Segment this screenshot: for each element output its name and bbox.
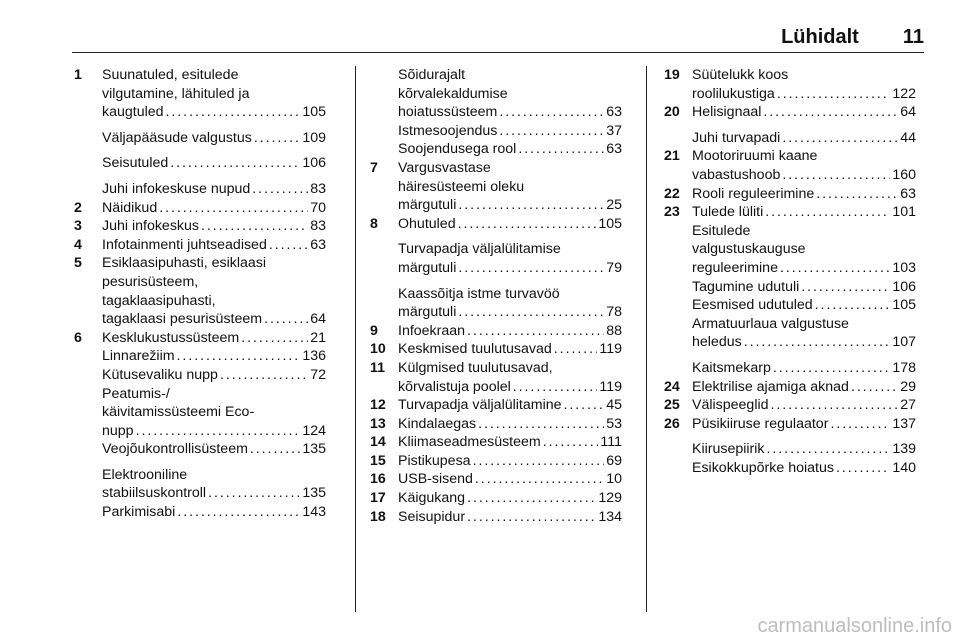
entry-text: Külgmised tuulutusavad, <box>398 359 553 376</box>
dot-leader <box>170 154 300 173</box>
entry-number <box>74 440 102 459</box>
index-entry <box>74 503 326 522</box>
index-entry <box>74 440 326 459</box>
entry-text: heledus <box>692 334 742 351</box>
entry-number: 21 <box>664 148 680 165</box>
index-entry <box>370 285 622 322</box>
entry-number <box>74 180 102 199</box>
entry-text: Väljapääsude valgustus <box>102 129 252 146</box>
entry-page-link[interactable]: 111 <box>600 434 622 451</box>
entry-text: Kindalaegas <box>398 415 477 432</box>
entry-page-link[interactable]: 83 <box>310 218 326 235</box>
entry-number: 14 <box>370 434 386 451</box>
entry-number <box>370 122 398 141</box>
entry-number <box>664 440 692 459</box>
entry-page-link[interactable]: 106 <box>302 155 326 172</box>
entry-text: Rooli reguleerimine <box>692 185 815 202</box>
entry-number <box>74 366 102 385</box>
dot-leader <box>513 378 598 397</box>
dot-leader <box>499 122 604 141</box>
entry-text: kaugtuled <box>102 104 164 121</box>
entry-page-link[interactable]: 69 <box>606 452 622 469</box>
entry-text: tagaklaasi pesurisüsteem <box>102 311 263 328</box>
dot-leader <box>816 185 898 204</box>
entry-number: 11 <box>370 359 385 376</box>
entry-text: Kütusevaliku nupp <box>102 366 218 383</box>
entry-page-link[interactable]: 140 <box>892 459 916 476</box>
entry-text: vilgutamine, lähituled ja <box>102 85 250 102</box>
dot-leader <box>254 129 300 148</box>
dot-leader <box>782 129 898 148</box>
entry-text: nupp <box>102 422 134 439</box>
index-entry <box>370 489 622 508</box>
entry-page-link[interactable]: 101 <box>892 204 916 221</box>
index-entry <box>664 278 916 297</box>
index-entry <box>370 340 622 359</box>
entry-text: Välispeeglid <box>692 397 769 414</box>
dot-leader <box>269 236 308 255</box>
entry-text: Sõidurajalt <box>398 67 466 83</box>
entry-number: 2 <box>74 199 82 216</box>
entry-text: Seisupidur <box>398 508 466 525</box>
entry-page-link[interactable]: 105 <box>892 297 916 314</box>
entry-text: Armatuurlaua valgustuse <box>692 315 849 332</box>
entry-text: Käigukang <box>398 490 466 507</box>
entry-page-link[interactable]: 63 <box>606 104 622 121</box>
entry-number: 24 <box>664 378 680 395</box>
index-entry <box>370 240 622 277</box>
entry-number: 23 <box>664 204 680 221</box>
entry-number <box>74 347 102 366</box>
dot-leader <box>478 415 604 434</box>
index-entry <box>664 185 916 204</box>
index-entry <box>370 433 622 452</box>
entry-page-link[interactable]: 45 <box>606 397 622 414</box>
index-entry <box>664 147 916 184</box>
index-entry <box>74 180 326 199</box>
dot-leader <box>264 310 308 329</box>
index-entry <box>74 254 326 328</box>
entry-text: käivitamissüsteemi Eco- <box>102 404 255 421</box>
dot-leader <box>777 85 891 104</box>
dot-leader <box>159 199 308 218</box>
dot-leader <box>780 259 890 278</box>
entry-text: häiresüsteemi oleku <box>398 178 525 195</box>
entry-number: 8 <box>370 215 378 232</box>
entry-text: stabiilsuskontroll <box>102 485 207 502</box>
entry-number: 1 <box>74 67 82 83</box>
entry-page-link[interactable]: 143 <box>302 504 326 521</box>
dot-leader <box>830 415 890 434</box>
index-entry <box>664 315 916 352</box>
page-header <box>781 26 924 52</box>
dot-leader <box>250 440 300 459</box>
entry-number <box>664 129 692 148</box>
index-entry <box>74 199 326 218</box>
entry-text: Eesmised udutuled <box>692 297 813 314</box>
entry-number: 7 <box>370 159 378 176</box>
entry-page-link[interactable]: 72 <box>310 366 326 383</box>
entry-page-link[interactable]: 37 <box>606 122 622 139</box>
entry-number <box>370 240 398 277</box>
index-entry <box>370 396 622 415</box>
dot-leader <box>499 103 604 122</box>
dot-leader <box>458 196 604 215</box>
entry-page-link[interactable]: 83 <box>310 180 326 197</box>
entry-text: roolilukustiga <box>692 85 775 102</box>
entry-number: 22 <box>664 185 680 202</box>
column-divider-1 <box>355 66 356 612</box>
dot-leader <box>765 203 890 222</box>
header-rule <box>72 52 924 53</box>
index-entry <box>664 378 916 397</box>
index-column-1 <box>74 66 326 522</box>
chapter-title: Lühidalt <box>781 26 859 48</box>
entry-text: Kiirusepiirik <box>692 441 765 458</box>
entry-text: Peatumis-/ <box>102 385 170 402</box>
entry-number: 4 <box>74 236 82 253</box>
dot-leader <box>241 329 308 348</box>
entry-text: Infoekraan <box>398 322 466 339</box>
dot-leader <box>473 452 605 471</box>
index-entry <box>370 470 622 489</box>
index-entry <box>74 385 326 441</box>
entry-page-link[interactable]: 106 <box>892 278 916 295</box>
entry-number: 26 <box>664 415 680 432</box>
index-entry <box>370 415 622 434</box>
entry-number <box>74 466 102 503</box>
dot-leader <box>201 217 308 236</box>
index-entry <box>664 415 916 434</box>
entry-text: Juhi infokeskuse nupud <box>102 180 251 197</box>
entry-text: Esiklaasipuhasti, esiklaasi <box>102 255 267 272</box>
index-entry <box>74 154 326 173</box>
index-entry <box>664 459 916 478</box>
entry-number: 3 <box>74 218 82 235</box>
dot-leader <box>458 215 597 234</box>
entry-page-link[interactable]: 63 <box>900 185 916 202</box>
dot-leader <box>458 303 604 322</box>
entry-page-link[interactable]: 88 <box>606 322 622 339</box>
entry-text: Kliimaseadmesüsteem <box>398 434 541 451</box>
entry-text: Näidikud <box>102 199 158 216</box>
entry-number <box>664 359 692 378</box>
dot-leader <box>220 366 308 385</box>
entry-text: Mootoriruumi kaane <box>692 148 818 165</box>
entry-text: Parkimisabi <box>102 504 176 521</box>
dot-leader <box>208 484 300 503</box>
dot-leader <box>475 470 604 489</box>
entry-text: USB-sisend <box>398 471 473 488</box>
entry-number <box>664 222 692 278</box>
entry-page-link[interactable]: 135 <box>302 485 326 502</box>
index-entry <box>74 329 326 348</box>
entry-text: Püsikiiruse regulaator <box>692 415 829 432</box>
entry-text: Juhi infokeskus <box>102 218 199 235</box>
entry-page-link[interactable]: 122 <box>892 85 916 102</box>
dot-leader <box>851 378 898 397</box>
index-entry <box>74 366 326 385</box>
entry-page-link[interactable]: 105 <box>598 215 622 232</box>
entry-number <box>370 140 398 159</box>
entry-text: reguleerimine <box>692 259 778 276</box>
index-entry <box>370 215 622 234</box>
index-entry <box>664 222 916 278</box>
entry-number <box>664 296 692 315</box>
entry-text: Pistikupesa <box>398 452 471 469</box>
index-entry <box>664 66 916 103</box>
index-entry <box>664 359 916 378</box>
dot-leader <box>467 508 596 527</box>
dot-leader <box>771 396 899 415</box>
entry-text: Veojõukontrollisüsteem <box>102 441 248 458</box>
entry-number <box>74 154 102 173</box>
dot-leader <box>815 296 891 315</box>
dot-leader <box>554 340 598 359</box>
entry-number: 10 <box>370 341 386 358</box>
dot-leader <box>166 103 301 122</box>
entry-number <box>664 278 692 297</box>
dot-leader <box>836 459 890 478</box>
entry-text: vabastushoob <box>692 166 781 183</box>
entry-page-link[interactable]: 160 <box>892 166 916 183</box>
entry-number <box>74 129 102 148</box>
index-entry <box>370 322 622 341</box>
entry-text: Turvapadja väljalülitamise <box>398 241 561 258</box>
entry-page-link[interactable]: 70 <box>310 199 326 216</box>
entry-text: Istmesoojendus <box>398 122 498 139</box>
entry-text: Tulede lüliti <box>692 204 764 221</box>
entry-text: kõrvalekaldumise <box>398 85 508 102</box>
dot-leader <box>763 103 898 122</box>
index-entry <box>370 66 622 122</box>
dot-leader <box>801 278 890 297</box>
entry-text: Elektrooniline <box>102 466 188 483</box>
entry-number <box>664 315 692 352</box>
entry-text: Süütelukk koos <box>692 67 789 83</box>
entry-text: Kaassõitja istme turvavöö <box>398 285 560 302</box>
entry-number <box>74 385 102 441</box>
entry-page-link[interactable]: 10 <box>606 471 622 488</box>
entry-text: märgutuli <box>398 304 457 321</box>
index-entry <box>370 140 622 159</box>
entry-page-link[interactable]: 137 <box>892 415 916 432</box>
entry-page-link[interactable]: 129 <box>598 490 622 507</box>
index-entry <box>74 66 326 122</box>
dot-leader <box>467 489 596 508</box>
index-entry <box>664 203 916 222</box>
entry-number: 25 <box>664 397 680 414</box>
dot-leader <box>177 347 301 366</box>
dot-leader <box>518 140 604 159</box>
entry-number: 15 <box>370 452 386 469</box>
entry-text: Kesklukustussüsteem <box>102 329 240 346</box>
dot-leader <box>564 396 605 415</box>
index-entry <box>664 296 916 315</box>
entry-text: valgustuskauguse <box>692 241 806 258</box>
dot-leader <box>773 359 890 378</box>
entry-page-link[interactable]: 135 <box>302 441 326 458</box>
entry-text: Ohutuled <box>398 215 456 232</box>
entry-text: Infotainmenti juhtseadised <box>102 236 267 253</box>
entry-page-link[interactable]: 119 <box>599 378 622 395</box>
entry-number: 13 <box>370 415 386 432</box>
entry-text: Seisutuled <box>102 155 169 172</box>
index-entry <box>74 347 326 366</box>
dot-leader <box>467 322 604 341</box>
dot-leader <box>767 440 891 459</box>
index-entry <box>74 236 326 255</box>
dot-leader <box>458 259 604 278</box>
index-entry <box>370 359 622 396</box>
entry-page-link[interactable]: 134 <box>598 508 622 525</box>
index-entry <box>74 129 326 148</box>
entry-page-link[interactable]: 78 <box>606 304 622 321</box>
entry-page-link[interactable]: 53 <box>606 415 622 432</box>
dot-leader <box>177 503 300 522</box>
index-column-3 <box>664 66 916 477</box>
entry-page-link[interactable]: 27 <box>900 397 916 414</box>
entry-number: 16 <box>370 471 386 488</box>
entry-number: 12 <box>370 397 386 414</box>
entry-text: Helisignaal <box>692 104 762 121</box>
entry-page-link[interactable]: 109 <box>302 129 326 146</box>
entry-page-link[interactable]: 21 <box>310 329 326 346</box>
index-entry <box>664 396 916 415</box>
entry-text: Juhi turvapadi <box>692 129 781 146</box>
entry-page-link[interactable]: 107 <box>892 334 916 351</box>
entry-number: 18 <box>370 508 386 525</box>
entry-page-link[interactable]: 178 <box>892 359 916 376</box>
entry-number: 5 <box>74 255 82 272</box>
index-entry <box>370 122 622 141</box>
entry-text: Suunatuled, esitulede <box>102 67 239 83</box>
page-number: 11 <box>902 26 924 48</box>
entry-text: tagaklaasipuhasti, <box>102 292 216 309</box>
entry-page-link[interactable]: 64 <box>310 311 326 328</box>
index-entry <box>74 466 326 503</box>
dot-leader <box>136 422 301 441</box>
entry-page-link[interactable]: 25 <box>606 197 622 214</box>
entry-page-link[interactable]: 63 <box>606 141 622 158</box>
entry-number <box>664 459 692 478</box>
entry-text: Tagumine udutuli <box>692 278 800 295</box>
index-entry <box>370 452 622 471</box>
dot-leader <box>744 333 891 352</box>
entry-number: 19 <box>664 67 680 83</box>
entry-page-link[interactable]: 103 <box>892 259 916 276</box>
entry-text: Turvapadja väljalülitamine <box>398 397 562 414</box>
entry-page-link[interactable]: 124 <box>302 422 326 439</box>
column-divider-2 <box>646 66 647 612</box>
entry-page-link[interactable]: 63 <box>310 236 326 253</box>
entry-page-link[interactable]: 79 <box>606 259 622 276</box>
entry-text: Vargusvastase <box>398 159 491 176</box>
entry-page-link[interactable]: 105 <box>302 104 326 121</box>
entry-text: Esitulede <box>692 222 751 239</box>
entry-page-link[interactable]: 64 <box>900 104 916 121</box>
entry-number: 6 <box>74 329 82 346</box>
index-column-2 <box>370 66 622 526</box>
entry-text: kõrvalistuja poolel <box>398 378 511 395</box>
index-entry <box>664 440 916 459</box>
entry-number: 20 <box>664 104 680 121</box>
entry-text: Linnarežiim <box>102 348 175 365</box>
dot-leader <box>252 180 308 199</box>
index-entry <box>370 508 622 527</box>
dot-leader <box>782 166 890 185</box>
entry-text: Elektrilise ajamiga aknad <box>692 378 849 395</box>
entry-number: 17 <box>370 490 386 507</box>
entry-text: Esikokkupõrke hoiatus <box>692 459 834 476</box>
index-entry <box>664 129 916 148</box>
entry-page-link[interactable]: 139 <box>892 441 916 458</box>
entry-page-link[interactable]: 136 <box>302 348 326 365</box>
entry-text: märgutuli <box>398 197 457 214</box>
entry-page-link[interactable]: 29 <box>900 378 916 395</box>
entry-text: Soojendusega rool <box>398 141 517 158</box>
entry-number: 9 <box>370 322 378 339</box>
entry-number <box>370 285 398 322</box>
index-entry <box>74 217 326 236</box>
entry-page-link[interactable]: 44 <box>900 129 916 146</box>
entry-page-link[interactable]: 119 <box>599 341 622 358</box>
index-entry <box>664 103 916 122</box>
entry-number <box>370 66 398 122</box>
dot-leader <box>543 433 599 452</box>
entry-text: märgutuli <box>398 259 457 276</box>
entry-text: Kaitsmekarp <box>692 359 771 376</box>
entry-text: pesurisüsteem, <box>102 273 199 290</box>
entry-text: Keskmised tuulutusavad <box>398 341 552 358</box>
entry-number <box>74 503 102 522</box>
entry-text: hoiatussüsteem <box>398 104 498 121</box>
index-entry <box>370 159 622 215</box>
watermark: carmanualsonline.info <box>757 615 952 637</box>
